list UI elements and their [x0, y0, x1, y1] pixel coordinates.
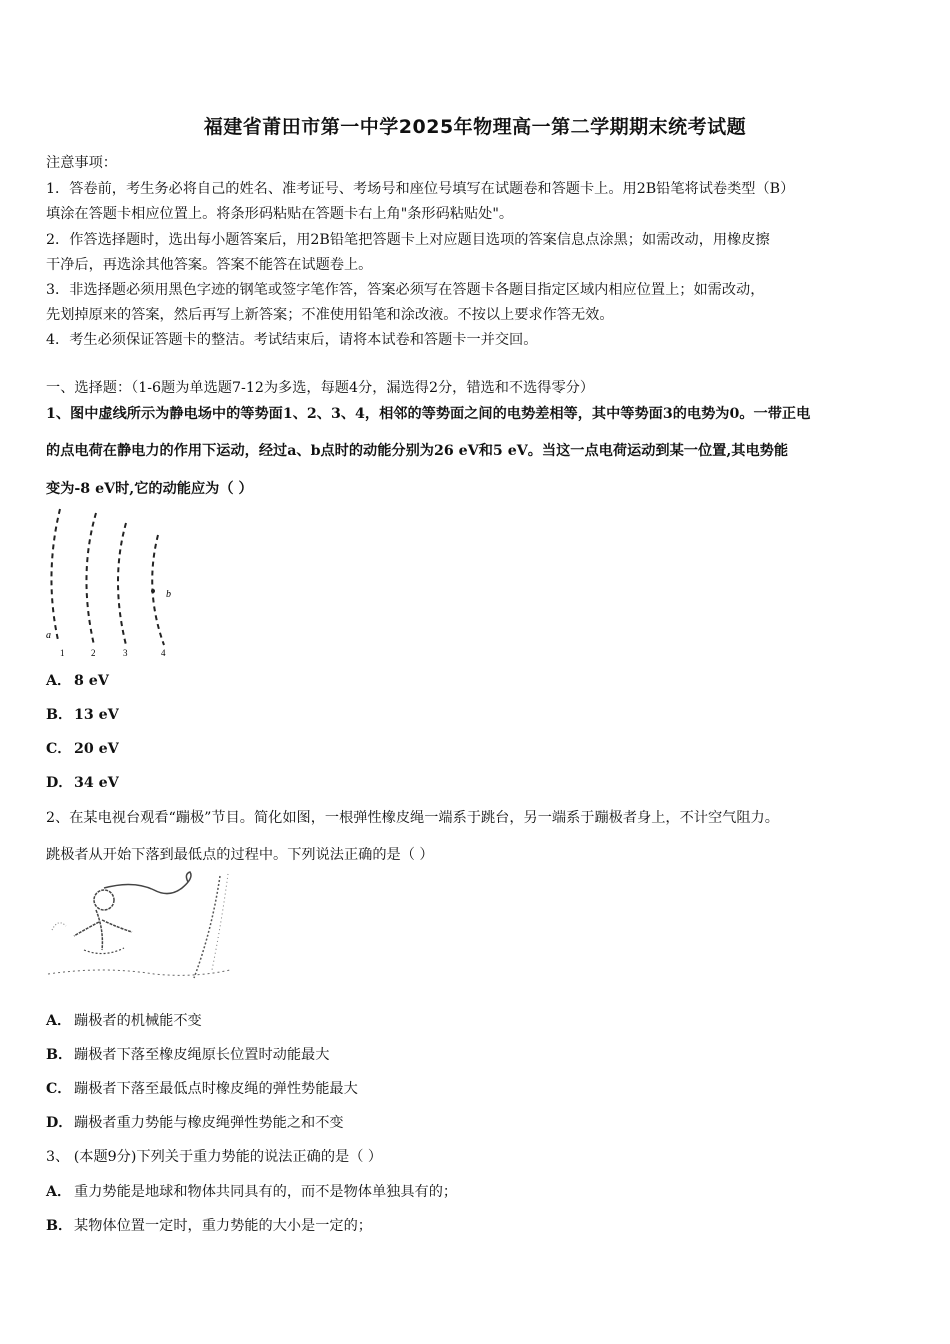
point-a-label: a — [46, 630, 51, 641]
notice-line: 1．答卷前，考生务必将自己的姓名、准考证号、考场号和座位号填写在试题卷和答题卡上。用2B铅笔将试卷类型（B） — [46, 181, 795, 197]
q3-option: B． 某物体位置一定时，重力势能的大小是一定的； — [46, 1218, 372, 1234]
ground-line — [48, 970, 230, 975]
equipotential-figure — [40, 505, 190, 660]
cliff-shade — [212, 874, 228, 970]
q2-stem-line: 跳极者从开始下落到最低点的过程中。下列说法正确的是（ ） — [46, 847, 434, 863]
q2-option: B． 蹦极者下落至橡皮绳原长位置时动能最大 — [46, 1047, 330, 1063]
q1-option: A． 8 eV — [46, 673, 109, 689]
page-title: 福建省莆田市第一中学2025年物理高一第二学期期末统考试题 — [203, 116, 747, 138]
q2-option: D． 蹦极者重力势能与橡皮绳弹性势能之和不变 — [46, 1115, 344, 1131]
jumper-head — [94, 890, 114, 910]
q2-option: A． 蹦极者的机械能不变 — [46, 1013, 202, 1029]
bungee-figure — [44, 870, 234, 980]
q3-option: A． 重力势能是地球和物体共同具有的，而不是物体单独具有的； — [46, 1184, 458, 1200]
section-heading: 一、选择题：（1-6题为单选题7-12为多选，每题4分，漏选得2分，错选和不选得零分） — [46, 380, 595, 396]
surface-label-1: 1 — [60, 648, 65, 658]
notice-line: 2．作答选择题时，选出每小题答案后，用2B铅笔把答题卡上对应题目选项的答案信息点涂黑；如需改动，用橡皮擦 — [46, 232, 770, 248]
equipotential-line-2 — [86, 513, 96, 645]
notice-line: 3．非选择题必须用黑色字迹的钢笔或签字笔作答，答案必须写在答题卡各题目指定区域内相应位置上；如需改动， — [46, 282, 765, 298]
surface-label-4: 4 — [161, 648, 166, 658]
notice-heading: 注意事项： — [46, 155, 117, 171]
jumper-body — [74, 910, 132, 950]
sketch-stroke — [52, 923, 66, 930]
bungee-rope — [104, 872, 191, 894]
q1-option: D． 34 eV — [46, 775, 119, 791]
point-b-label: b — [166, 589, 171, 600]
q2-stem-line: 2、在某电视台观看“蹦极”节目。简化如图，一根弹性橡皮绳一端系于跳台，另一端系于蹦极者身上，不计空气阻力。 — [46, 810, 779, 826]
q1-option: B． 13 eV — [46, 707, 119, 723]
notice-line: 先划掉原来的答案，然后再写上新答案；不准使用铅笔和涂改液。不按以上要求作答无效。 — [46, 307, 614, 323]
q1-option: C． 20 eV — [46, 741, 119, 757]
notice-line: 填涂在答题卡相应位置上。将条形码粘贴在答题卡右上角"条形码粘贴处"。 — [46, 206, 514, 222]
jumper-legs — [84, 948, 124, 954]
surface-label-3: 3 — [123, 648, 128, 658]
q1-stem-line: 1、图中虚线所示为静电场中的等势面1、2、3、4，相邻的等势面之间的电势差相等，其中等势面3的电势为0。一带正电 — [46, 406, 811, 422]
q1-stem-line: 的点电荷在静电力的作用下运动，经过a、b点时的动能分别为26 eV和5 eV。当这一点电荷运动到某一位置,其电势能 — [46, 443, 789, 459]
point-b-dot — [151, 589, 155, 593]
notice-line: 4．考生必须保证答题卡的整洁。考试结束后，请将本试卷和答题卡一并交回。 — [46, 332, 538, 348]
q1-stem-line: 变为-8 eV时,它的动能应为（ ） — [46, 481, 253, 497]
surface-label-2: 2 — [91, 648, 96, 658]
equipotential-line-3 — [118, 523, 126, 645]
notice-line: 干净后，再选涂其他答案。答案不能答在试题卷上。 — [46, 257, 373, 273]
cliff-edge — [194, 876, 220, 978]
q2-option: C． 蹦极者下落至最低点时橡皮绳的弹性势能最大 — [46, 1081, 358, 1097]
equipotential-line-1 — [51, 509, 60, 640]
q3-stem: 3、 (本题9分)下列关于重力势能的说法正确的是（ ） — [46, 1149, 383, 1165]
